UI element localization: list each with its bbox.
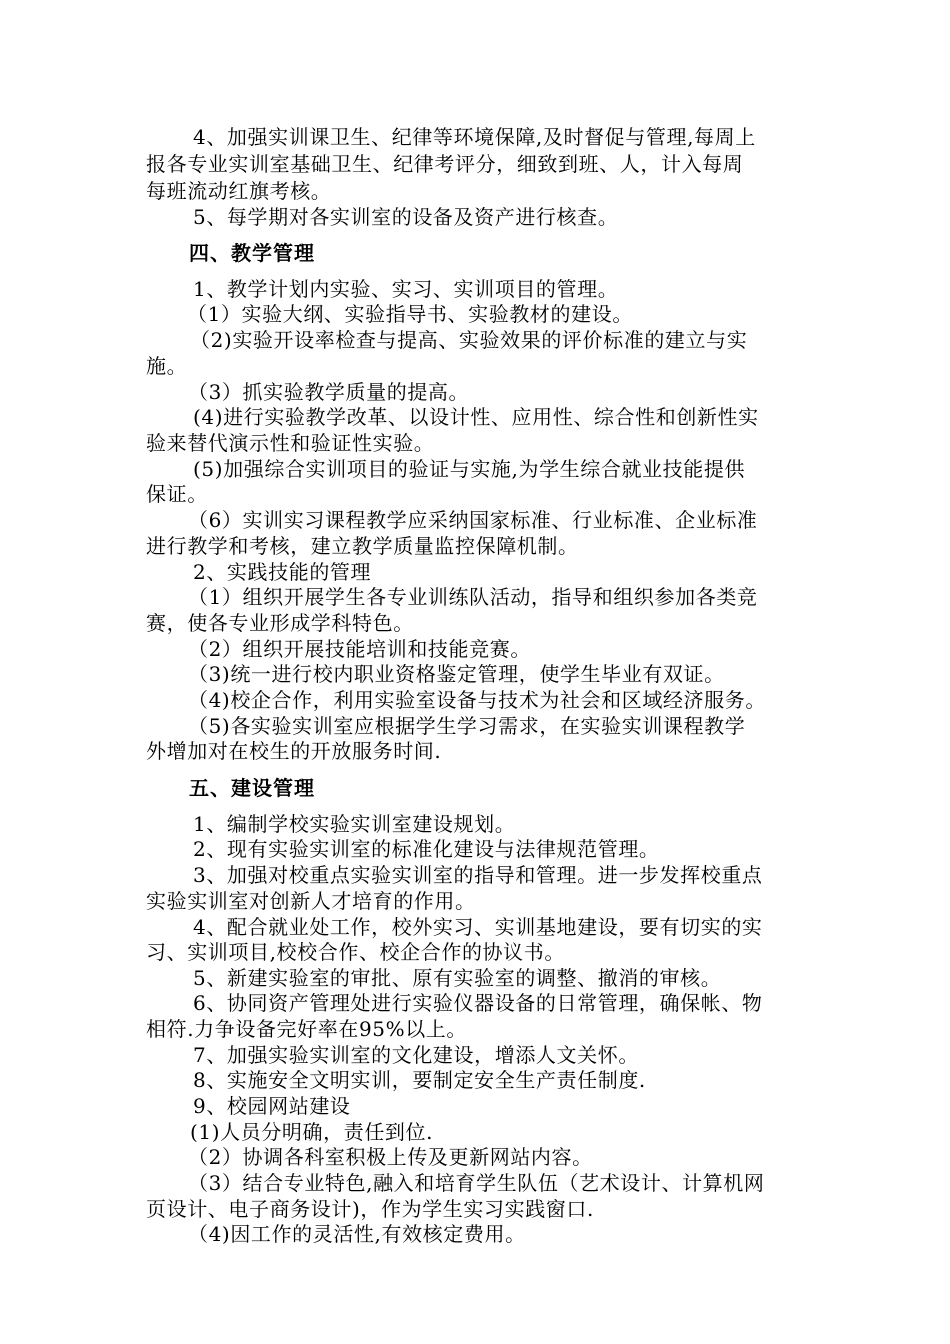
text-line: 3、加强对校重点实验实训室的指导和管理。进一步发挥校重点 xyxy=(193,863,763,887)
text-line: (1)人员分明确，责任到位. xyxy=(190,1120,434,1144)
text-line: 2、实践技能的管理 xyxy=(193,560,372,584)
text-line: （2)实验开设率检查与提高、实验效果的评价标准的建立与实 xyxy=(190,328,748,352)
text-line: (4)进行实验教学改革、以设计性、应用性、综合性和创新性实 xyxy=(193,405,759,429)
text-line: （3)统一进行校内职业资格鉴定管理，使学生毕业有双证。 xyxy=(188,662,725,686)
text-line: （1）实验大纲、实验指导书、实验教材的建设。 xyxy=(187,302,633,326)
text-line: 赛，使各专业形成学科特色。 xyxy=(146,611,414,635)
text-line: 习、实训项目,校校合作、校企合作的协议书。 xyxy=(146,940,565,964)
text-line: （4)因工作的灵活性,有效核定费用。 xyxy=(188,1222,526,1246)
text-line: 验来替代演示性和验证性实验。 xyxy=(146,431,435,455)
text-line: 4、加强实训课卫生、纪律等环境保障,及时督促与管理,每周上 xyxy=(193,125,756,149)
text-line: (5)加强综合实训项目的验证与实施,为学生综合就业技能提供 xyxy=(193,457,746,481)
text-line: （6）实训实习课程教学应采纳国家标准、行业标准、企业标准 xyxy=(188,508,758,532)
text-line: 2、现有实验实训室的标准化建设与法律规范管理。 xyxy=(193,837,660,861)
text-line: 实验实训室对创新人才培育的作用。 xyxy=(146,889,476,913)
text-line: 施。 xyxy=(146,354,188,378)
text-line: 5、每学期对各实训室的设备及资产进行核查。 xyxy=(193,205,619,229)
section-heading-teaching: 四、教学管理 xyxy=(189,241,315,265)
text-line: 1、编制学校实验实训室建设规划。 xyxy=(193,812,516,836)
text-line: 1、教学计划内实验、实习、实训项目的管理。 xyxy=(193,277,619,301)
text-line: （2）协调各科室积极上传及更新网站内容。 xyxy=(188,1145,593,1169)
text-line: 6、协同资产管理处进行实验仪器设备的日常管理，确保帐、物 xyxy=(193,991,763,1015)
text-line: 外增加对在校生的开放服务时间. xyxy=(146,739,442,763)
text-line: （1）组织开展学生各专业训练队活动，指导和组织参加各类竞 xyxy=(188,585,758,609)
text-line: （3）结合专业特色,融入和培育学生队伍（艺术设计、计算机网 xyxy=(188,1171,765,1195)
text-line: 进行教学和考核，建立教学质量监控保障机制。 xyxy=(146,534,579,558)
text-line: 每班流动红旗考核。 xyxy=(146,179,332,203)
text-line: 5、新建实验室的审批、原有实验室的调整、撤消的审核。 xyxy=(193,966,722,990)
text-line: 7、加强实验实训室的文化建设，增添人文关怀。 xyxy=(193,1043,639,1067)
text-line: 相符.力争设备完好率在95%以上。 xyxy=(146,1017,468,1041)
text-line: 报各专业实训室基础卫生、纪律考评分，细致到班、人，计入每周 xyxy=(146,152,744,176)
text-line: （5)各实验实训室应根据学生学习需求，在实验实训课程教学 xyxy=(188,714,746,738)
text-line: （3）抓实验教学质量的提高。 xyxy=(188,380,470,404)
text-line: 9、校园网站建设 xyxy=(193,1094,351,1118)
text-line: 4、配合就业处工作，校外实习、实训基地建设，要有切实的实 xyxy=(193,915,763,939)
text-line: 保证。 xyxy=(146,482,208,506)
text-line: 页设计、电子商务设计)，作为学生实习实践窗口. xyxy=(146,1197,594,1221)
text-line: 8、实施安全文明实训，要制定安全生产责任制度. xyxy=(193,1068,646,1092)
text-line: （4)校企合作，利用实验室设备与技术为社会和区域经济服务。 xyxy=(188,688,766,712)
section-heading-construction: 五、建设管理 xyxy=(189,776,315,800)
text-line: （2）组织开展技能培训和技能竞赛。 xyxy=(188,637,531,661)
